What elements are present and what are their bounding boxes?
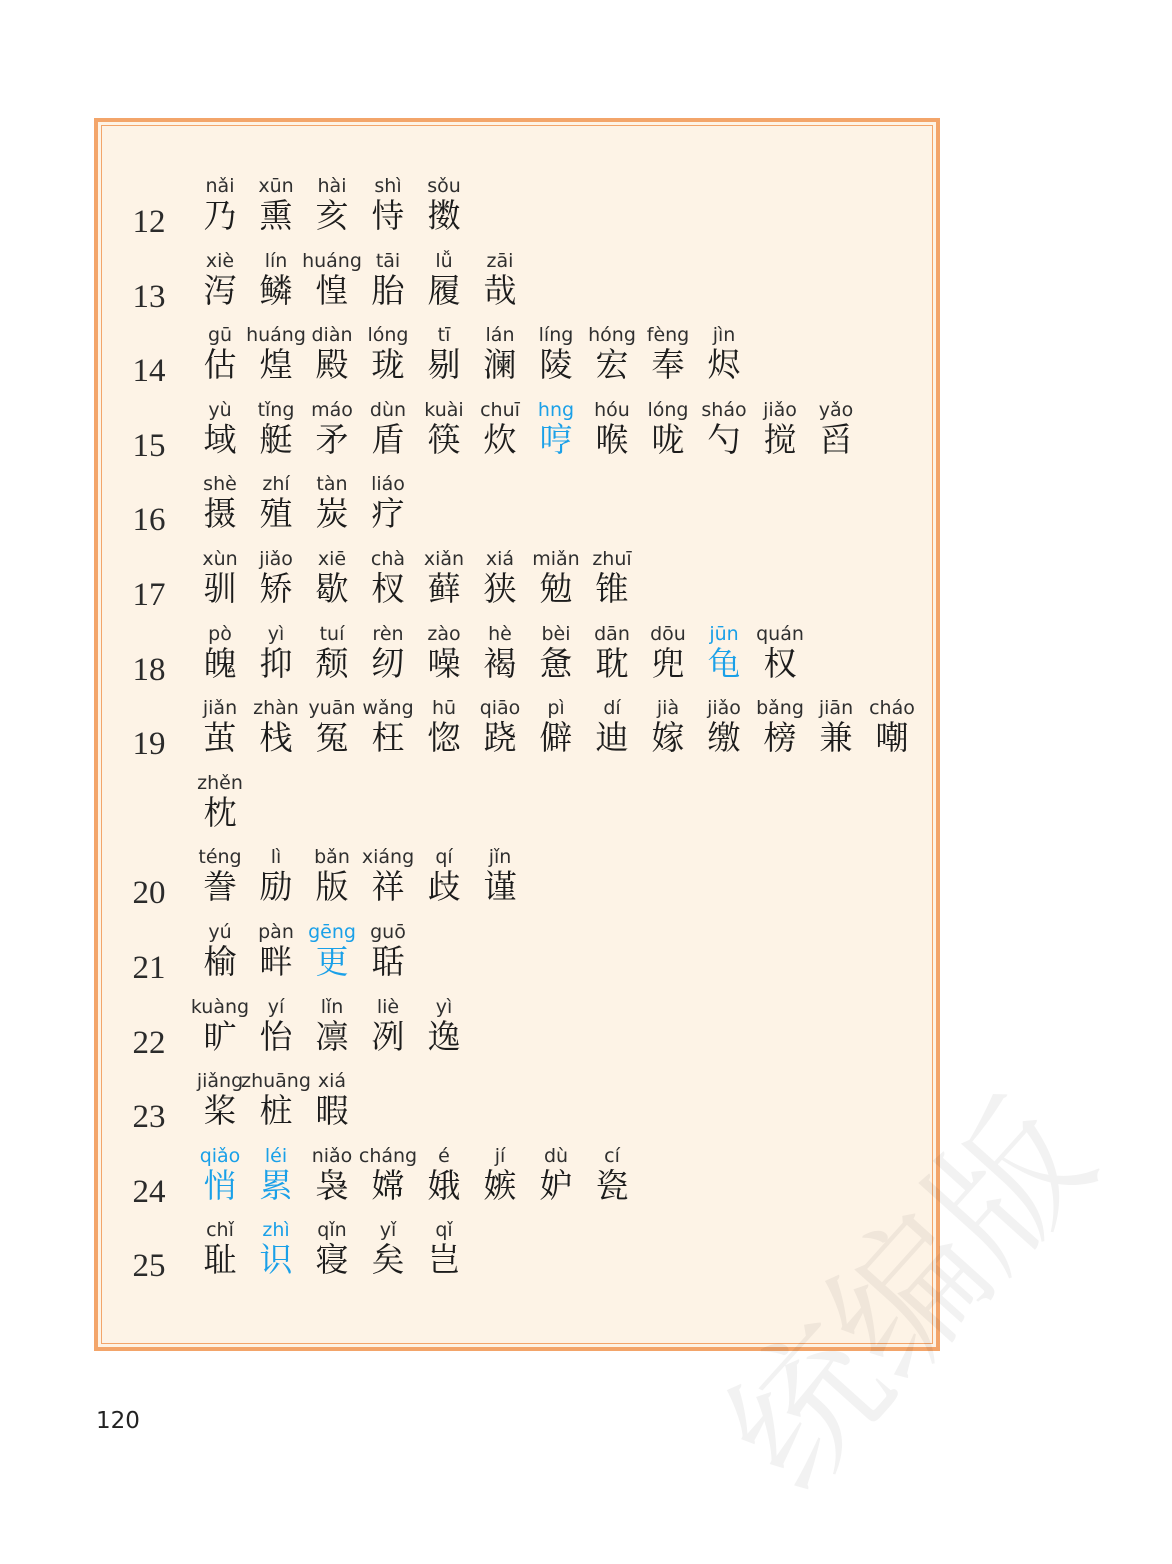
hanzi: 识 xyxy=(259,1240,293,1280)
hanzi: 奉 xyxy=(651,345,685,385)
hanzi: 炭 xyxy=(315,494,349,534)
pinyin: xiǎn xyxy=(423,548,465,570)
pinyin: liáo xyxy=(371,473,405,496)
pinyin: liè xyxy=(376,995,400,1018)
hanzi: 盾 xyxy=(371,419,405,459)
pinyin: zhuāng xyxy=(241,1070,311,1093)
hanzi: 剔 xyxy=(427,345,461,385)
vocab-entry xyxy=(472,841,528,921)
hanzi: 纫 xyxy=(371,643,405,683)
hanzi: 嫁 xyxy=(651,718,685,758)
pinyin: qí xyxy=(435,846,453,869)
hanzi: 迪 xyxy=(595,718,629,758)
hanzi: 权 xyxy=(763,643,797,683)
pinyin: lǚ xyxy=(435,249,453,272)
hanzi: 寝 xyxy=(315,1240,349,1280)
hanzi: 驯 xyxy=(203,569,237,608)
hanzi: 冤 xyxy=(315,718,349,758)
page-number: 120 xyxy=(96,1408,140,1434)
pinyin: chǐ xyxy=(206,1219,234,1242)
hanzi: 娥 xyxy=(427,1165,461,1205)
pinyin: zhì xyxy=(262,1219,290,1242)
pinyin: lín xyxy=(264,249,288,272)
pinyin: nǎi xyxy=(205,175,235,197)
hanzi: 惫 xyxy=(539,643,573,683)
hanzi: 瓷 xyxy=(595,1165,629,1205)
hanzi: 岂 xyxy=(427,1240,461,1280)
pinyin: jūn xyxy=(709,622,739,645)
pinyin: lǐn xyxy=(320,995,344,1018)
hanzi: 矣 xyxy=(371,1240,405,1280)
pinyin: dí xyxy=(603,697,621,720)
pinyin: pàn xyxy=(258,921,294,943)
pinyin: zāi xyxy=(486,249,514,272)
hanzi: 僻 xyxy=(539,718,573,758)
pinyin: sháo xyxy=(701,398,747,421)
pinyin: yǐ xyxy=(379,1219,397,1242)
pinyin: jiān xyxy=(818,697,854,720)
lesson-row xyxy=(98,991,936,1071)
lesson-row xyxy=(98,618,936,698)
hanzi: 桨 xyxy=(203,1091,237,1131)
hanzi: 殖 xyxy=(259,494,293,534)
pinyin: shì xyxy=(374,175,402,197)
pinyin: gū xyxy=(207,324,233,347)
hanzi: 累 xyxy=(259,1165,293,1205)
pinyin: tuí xyxy=(319,622,345,645)
pinyin: bǎng xyxy=(756,697,804,720)
hanzi: 擞 xyxy=(427,196,461,235)
hanzi: 悄 xyxy=(203,1165,237,1205)
pinyin: kuài xyxy=(424,398,464,421)
pinyin: tī xyxy=(437,324,451,347)
hanzi: 鳞 xyxy=(259,270,293,310)
hanzi: 恃 xyxy=(371,196,405,235)
hanzi: 宏 xyxy=(595,345,629,385)
pinyin: jiǎn xyxy=(202,697,238,720)
hanzi: 胎 xyxy=(371,270,405,310)
pinyin: yì xyxy=(267,622,285,645)
hanzi: 妒 xyxy=(539,1165,573,1205)
hanzi: 更 xyxy=(315,942,349,981)
hanzi: 抑 xyxy=(259,643,293,683)
pinyin: hū xyxy=(431,697,457,720)
pinyin: hè xyxy=(488,622,512,645)
hanzi: 哼 xyxy=(539,419,573,459)
vocab-entry xyxy=(192,767,248,847)
hanzi: 怡 xyxy=(259,1016,293,1056)
pinyin: diàn xyxy=(311,324,353,347)
hanzi: 惚 xyxy=(427,718,461,758)
lesson-number: 19 xyxy=(132,726,166,763)
pinyin: hóu xyxy=(594,398,630,421)
lesson-number: 22 xyxy=(132,1024,166,1061)
lesson-number: 17 xyxy=(132,577,166,613)
hanzi: 褐 xyxy=(483,643,517,683)
hanzi: 嘲 xyxy=(875,718,909,758)
hanzi: 跷 xyxy=(483,718,517,758)
lesson-row xyxy=(98,543,936,623)
vocab-entry xyxy=(808,394,864,474)
hanzi: 履 xyxy=(427,270,461,310)
lesson-number: 14 xyxy=(132,353,166,390)
pinyin: wǎng xyxy=(362,697,414,720)
hanzi: 逸 xyxy=(427,1016,461,1056)
lesson-row xyxy=(98,170,936,250)
hanzi: 陵 xyxy=(539,345,573,385)
pinyin: yí xyxy=(267,995,285,1018)
hanzi: 榜 xyxy=(763,718,797,758)
pinyin: lán xyxy=(485,324,515,347)
hanzi: 杈 xyxy=(371,569,405,608)
lesson-row xyxy=(98,1065,936,1145)
vocabulary-panel xyxy=(94,118,940,1351)
pinyin: yuān xyxy=(308,697,356,720)
hanzi: 桩 xyxy=(259,1091,293,1131)
hanzi: 聒 xyxy=(371,942,405,981)
vocab-entry xyxy=(472,245,528,325)
hanzi: 谨 xyxy=(483,867,517,907)
vocab-entry xyxy=(360,916,416,996)
lesson-number: 21 xyxy=(132,950,166,986)
pinyin: quán xyxy=(756,622,804,645)
hanzi: 栈 xyxy=(259,718,293,758)
pinyin: dōu xyxy=(650,622,686,645)
lesson-number: 23 xyxy=(132,1099,166,1136)
hanzi: 煌 xyxy=(259,345,293,385)
hanzi: 噪 xyxy=(427,643,461,683)
pinyin: rèn xyxy=(372,622,404,645)
vocab-entry xyxy=(416,1214,472,1294)
lesson-row xyxy=(98,394,936,474)
hanzi: 亥 xyxy=(315,196,349,235)
pinyin: qǐn xyxy=(317,1219,347,1242)
pinyin: yú xyxy=(208,921,232,943)
hanzi: 缴 xyxy=(707,718,741,758)
vocab-entry xyxy=(360,468,416,548)
pinyin: chuī xyxy=(480,398,520,421)
pinyin: jiǎo xyxy=(763,398,797,421)
pinyin: gēng xyxy=(308,921,356,943)
hanzi: 烬 xyxy=(707,345,741,385)
pinyin: xiáng xyxy=(361,846,415,869)
pinyin: yì xyxy=(435,995,453,1018)
pinyin: jiǎo xyxy=(707,697,741,720)
hanzi: 凛 xyxy=(315,1016,349,1056)
hanzi: 咙 xyxy=(651,419,685,459)
hanzi: 歇 xyxy=(315,569,349,608)
pinyin: shè xyxy=(203,473,237,496)
hanzi: 喉 xyxy=(595,419,629,459)
hanzi: 疗 xyxy=(371,494,405,534)
pinyin: tāi xyxy=(375,249,401,272)
hanzi: 冽 xyxy=(371,1016,405,1056)
hanzi: 艇 xyxy=(259,419,293,459)
pinyin: dān xyxy=(594,622,630,645)
pinyin: xiá xyxy=(317,1070,347,1093)
vocab-entry xyxy=(864,692,920,772)
hanzi: 勉 xyxy=(539,569,573,608)
pinyin: zhí xyxy=(262,473,290,496)
hanzi: 旷 xyxy=(203,1016,237,1056)
hanzi: 澜 xyxy=(483,345,517,385)
pinyin: xiē xyxy=(317,548,347,570)
vocab-entry xyxy=(696,319,752,399)
pinyin: xùn xyxy=(202,548,238,570)
pinyin: xūn xyxy=(258,175,294,197)
pinyin: kuàng xyxy=(190,995,250,1018)
pinyin: zào xyxy=(427,622,461,645)
pinyin: hóng xyxy=(588,324,636,347)
hanzi: 哉 xyxy=(483,270,517,310)
vocab-entry xyxy=(416,991,472,1071)
hanzi: 祥 xyxy=(371,867,405,907)
pinyin: zhuī xyxy=(592,548,632,570)
lesson-number: 20 xyxy=(132,875,166,912)
hanzi: 耽 xyxy=(595,643,629,683)
pinyin: xiè xyxy=(205,249,235,272)
pinyin: guō xyxy=(370,921,406,943)
hanzi: 矛 xyxy=(315,419,349,459)
hanzi: 誊 xyxy=(203,867,237,907)
pinyin: lì xyxy=(270,846,282,869)
pinyin: tàn xyxy=(316,473,348,496)
hanzi: 版 xyxy=(315,867,349,907)
vocab-entry xyxy=(416,170,472,250)
hanzi: 魄 xyxy=(203,643,237,683)
pinyin: hng xyxy=(537,398,575,421)
hanzi: 珑 xyxy=(371,345,405,385)
pinyin: máo xyxy=(311,398,353,421)
hanzi: 藓 xyxy=(427,569,461,608)
lesson-number: 16 xyxy=(132,502,166,539)
hanzi: 筷 xyxy=(427,419,461,459)
hanzi: 嫦 xyxy=(371,1165,405,1205)
hanzi: 颓 xyxy=(315,643,349,683)
hanzi: 勺 xyxy=(707,419,741,459)
hanzi: 狭 xyxy=(483,569,517,608)
hanzi: 搅 xyxy=(763,419,797,459)
pinyin: bèi xyxy=(541,622,571,645)
lesson-number: 12 xyxy=(132,204,166,240)
hanzi: 摄 xyxy=(203,494,237,534)
hanzi: 枕 xyxy=(203,792,237,832)
lesson-number: 15 xyxy=(132,427,166,464)
pinyin: qǐ xyxy=(435,1219,453,1242)
pinyin: jìn xyxy=(712,324,736,347)
pinyin: sǒu xyxy=(427,175,461,197)
pinyin: jià xyxy=(656,697,680,720)
pinyin: qiāo xyxy=(479,697,521,720)
hanzi: 域 xyxy=(203,419,237,459)
hanzi: 枉 xyxy=(371,718,405,758)
pinyin: cháo xyxy=(869,697,915,720)
hanzi: 舀 xyxy=(819,419,853,459)
lesson-number: 18 xyxy=(132,651,166,688)
lesson-number: 13 xyxy=(132,278,166,315)
hanzi: 袅 xyxy=(315,1165,349,1205)
vocab-entry xyxy=(304,1065,360,1145)
lesson-row xyxy=(98,319,936,399)
pinyin: cí xyxy=(604,1144,620,1167)
hanzi: 嫉 xyxy=(483,1165,517,1205)
hanzi: 矫 xyxy=(259,569,293,608)
hanzi: 兜 xyxy=(651,643,685,683)
hanzi: 乃 xyxy=(203,196,237,235)
vocab-entry xyxy=(752,618,808,698)
hanzi: 歧 xyxy=(427,867,461,907)
pinyin: dùn xyxy=(369,398,407,421)
pinyin: téng xyxy=(198,846,242,869)
hanzi: 泻 xyxy=(203,270,237,310)
lesson-row xyxy=(98,245,936,325)
hanzi: 龟 xyxy=(707,643,741,683)
pinyin: jí xyxy=(494,1144,506,1167)
pinyin: qiǎo xyxy=(199,1144,241,1167)
hanzi: 锥 xyxy=(595,569,629,608)
pinyin: huáng xyxy=(246,324,306,347)
lesson-row xyxy=(98,767,936,847)
pinyin: é xyxy=(438,1144,450,1167)
pinyin: pì xyxy=(547,697,565,720)
lesson-row xyxy=(98,916,936,996)
vocab-entry xyxy=(584,543,640,623)
hanzi: 熏 xyxy=(259,196,293,235)
hanzi: 励 xyxy=(259,867,293,907)
pinyin: zhàn xyxy=(253,697,299,720)
pinyin: zhěn xyxy=(197,771,243,794)
pinyin: jiǎng xyxy=(196,1070,244,1093)
pinyin: pò xyxy=(208,622,232,645)
vocab-entry xyxy=(584,1140,640,1220)
pinyin: niǎo xyxy=(311,1144,353,1167)
lesson-row xyxy=(98,841,936,921)
hanzi: 炊 xyxy=(483,419,517,459)
hanzi: 惶 xyxy=(315,270,349,310)
lesson-number: 24 xyxy=(132,1173,166,1210)
pinyin: fèng xyxy=(646,324,690,347)
pinyin: cháng xyxy=(358,1144,418,1167)
hanzi: 耻 xyxy=(203,1240,237,1280)
hanzi: 殿 xyxy=(315,345,349,385)
pinyin: yù xyxy=(208,398,232,421)
lesson-row xyxy=(98,692,936,772)
pinyin: yǎo xyxy=(818,398,854,421)
pinyin: jiǎo xyxy=(259,548,293,570)
hanzi: 兼 xyxy=(819,718,853,758)
pinyin: chà xyxy=(370,548,406,570)
hanzi: 暇 xyxy=(315,1091,349,1131)
pinyin: huáng xyxy=(302,249,362,272)
pinyin: líng xyxy=(538,324,574,347)
pinyin: hài xyxy=(317,175,347,197)
pinyin: xiá xyxy=(485,548,515,570)
pinyin: lóng xyxy=(647,398,689,421)
pinyin: jǐn xyxy=(488,846,512,869)
hanzi: 畔 xyxy=(259,942,293,981)
pinyin: miǎn xyxy=(532,548,580,570)
hanzi: 榆 xyxy=(203,942,237,981)
pinyin: tǐng xyxy=(257,398,295,421)
hanzi: 茧 xyxy=(203,718,237,758)
pinyin: lóng xyxy=(367,324,409,347)
pinyin: bǎn xyxy=(314,846,350,869)
lesson-row xyxy=(98,468,936,548)
pinyin: léi xyxy=(264,1144,288,1167)
pinyin: dù xyxy=(543,1144,569,1167)
lesson-number: 25 xyxy=(132,1248,166,1285)
hanzi: 估 xyxy=(203,345,237,385)
watermark: 统编版 xyxy=(694,1071,1126,1522)
